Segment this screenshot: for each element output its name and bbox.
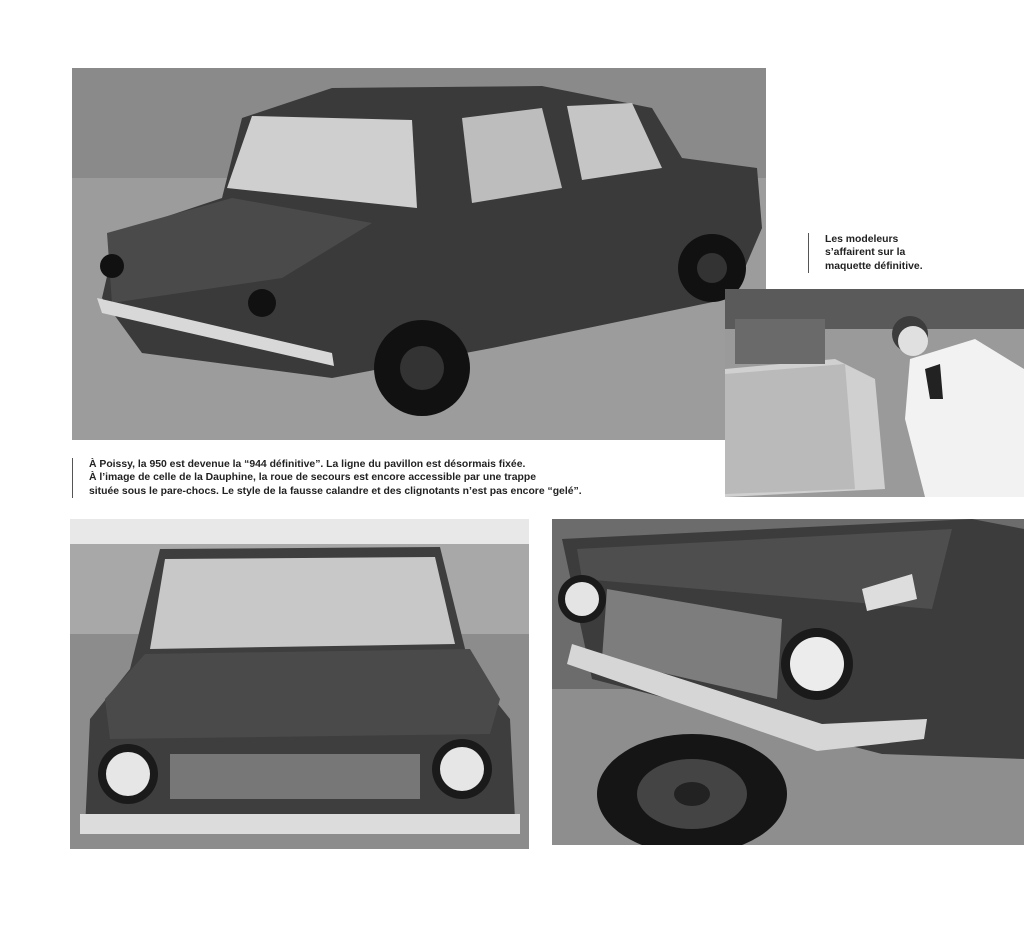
photo-car-front-detail-spare-wheel: [552, 519, 1024, 845]
caption-main-line-2: À l’image de celle de la Dauphine, la roue de secours est encore accessible par une trappe: [89, 472, 536, 484]
caption-poissy: [72, 458, 649, 498]
caption-side-line-1: Les modeleurs: [825, 234, 899, 245]
photo-car-rear-three-quarter: [72, 68, 766, 440]
car-rear-illustration: [72, 68, 766, 440]
car-front-detail-illustration: [552, 519, 1024, 845]
caption-main-line-1: À Poissy, la 950 est devenue la “944 définitive”. La ligne du pavillon est désormais fixée.: [89, 459, 526, 470]
car-front-illustration: [70, 519, 529, 849]
caption-side-line-3: maquette définitive.: [825, 260, 923, 272]
photo-modeler-at-work: [725, 289, 1024, 497]
caption-side-line-2: s’affairent sur la: [825, 247, 906, 259]
photo-car-front: [70, 519, 529, 849]
caption-main-line-3: située sous le pare-chocs. Le style de la fausse calandre et des clignotants n’est pas encore “gelé”.: [89, 485, 582, 497]
caption-modelers: [808, 233, 923, 273]
modeler-illustration: [725, 289, 1024, 497]
